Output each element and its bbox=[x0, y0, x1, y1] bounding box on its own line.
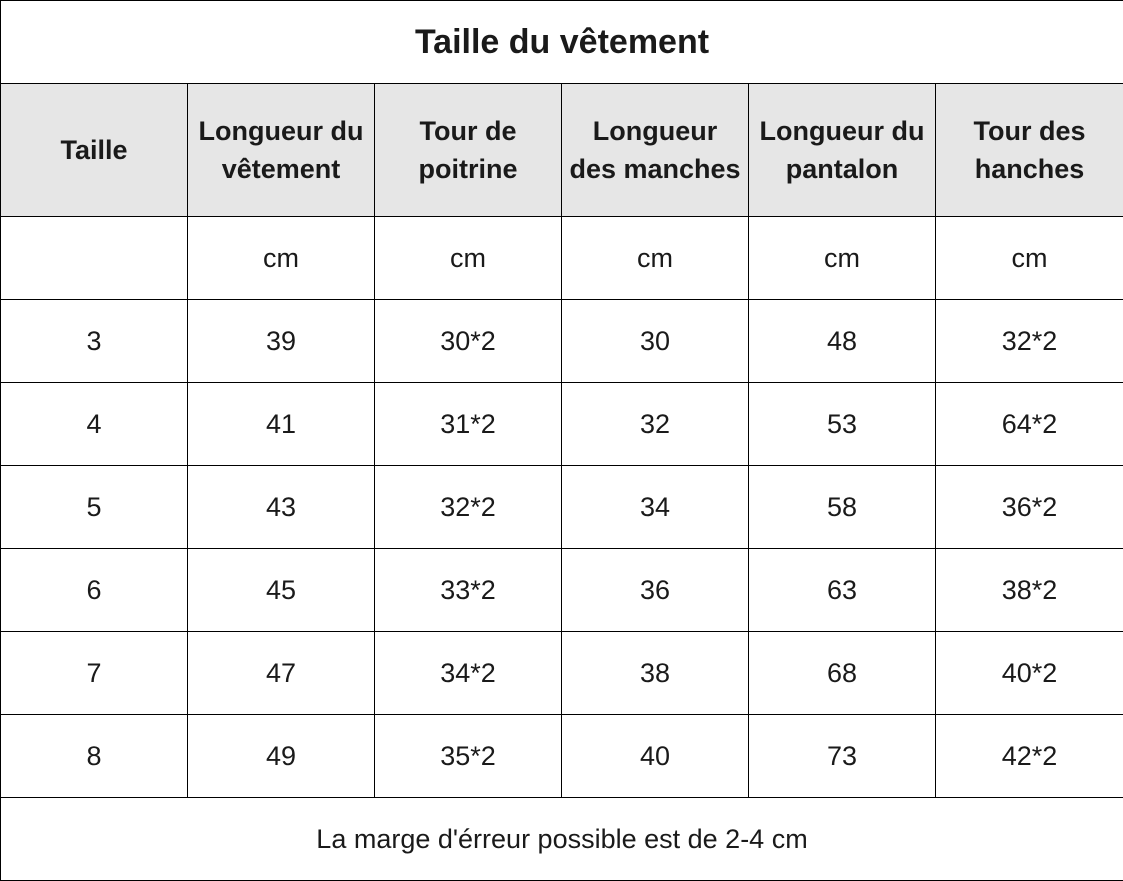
hip-cell: 38*2 bbox=[936, 549, 1123, 632]
unit-cell: cm bbox=[749, 217, 936, 300]
chest-cell: 30*2 bbox=[375, 300, 562, 383]
chest-cell: 35*2 bbox=[375, 715, 562, 798]
size-cell: 3 bbox=[1, 300, 188, 383]
garment-length-cell: 49 bbox=[188, 715, 375, 798]
header-tour-hanches-line1: Tour des bbox=[973, 116, 1086, 146]
header-taille bbox=[1, 84, 188, 217]
sleeve-length-cell: 32 bbox=[562, 383, 749, 466]
unit-cell: cm bbox=[562, 217, 749, 300]
table-row bbox=[1, 549, 1123, 632]
table-row bbox=[1, 466, 1123, 549]
table-row bbox=[1, 632, 1123, 715]
table-title: Taille du vêtement bbox=[1, 1, 1123, 84]
header-tour-poitrine-line1: Tour de bbox=[419, 116, 517, 146]
pants-length-cell: 58 bbox=[749, 466, 936, 549]
pants-length-cell: 73 bbox=[749, 715, 936, 798]
footer-row bbox=[1, 798, 1123, 881]
sleeve-length-cell: 34 bbox=[562, 466, 749, 549]
header-tour-poitrine bbox=[375, 84, 562, 217]
header-longueur-vetement bbox=[188, 84, 375, 217]
garment-length-cell: 45 bbox=[188, 549, 375, 632]
header-longueur-pantalon bbox=[749, 84, 936, 217]
header-tour-poitrine-line2: poitrine bbox=[418, 154, 518, 184]
garment-length-cell: 41 bbox=[188, 383, 375, 466]
garment-length-cell: 39 bbox=[188, 300, 375, 383]
chest-cell: 31*2 bbox=[375, 383, 562, 466]
size-cell: 6 bbox=[1, 549, 188, 632]
unit-cell: cm bbox=[936, 217, 1123, 300]
hip-cell: 36*2 bbox=[936, 466, 1123, 549]
size-cell: 4 bbox=[1, 383, 188, 466]
size-cell: 7 bbox=[1, 632, 188, 715]
error-margin-note: La marge d'érreur possible est de 2-4 cm bbox=[1, 798, 1123, 881]
header-longueur-manches-line2: des manches bbox=[569, 154, 741, 184]
chest-cell: 34*2 bbox=[375, 632, 562, 715]
unit-cell: cm bbox=[375, 217, 562, 300]
pants-length-cell: 53 bbox=[749, 383, 936, 466]
pants-length-cell: 48 bbox=[749, 300, 936, 383]
hip-cell: 32*2 bbox=[936, 300, 1123, 383]
garment-length-cell: 43 bbox=[188, 466, 375, 549]
size-cell: 5 bbox=[1, 466, 188, 549]
unit-cell bbox=[1, 217, 188, 300]
header-tour-hanches-line2: hanches bbox=[974, 154, 1085, 184]
header-row bbox=[1, 84, 1123, 217]
header-longueur-pantalon-line1: Longueur du bbox=[759, 116, 925, 146]
header-longueur-manches bbox=[562, 84, 749, 217]
sleeve-length-cell: 36 bbox=[562, 549, 749, 632]
header-longueur-manches-line1: Longueur bbox=[592, 116, 718, 146]
garment-length-cell: 47 bbox=[188, 632, 375, 715]
header-longueur-vetement-line1: Longueur du bbox=[198, 116, 364, 146]
pants-length-cell: 63 bbox=[749, 549, 936, 632]
header-tour-hanches bbox=[936, 84, 1123, 217]
hip-cell: 42*2 bbox=[936, 715, 1123, 798]
unit-cell: cm bbox=[188, 217, 375, 300]
units-row bbox=[1, 217, 1123, 300]
header-longueur-vetement-line2: vêtement bbox=[221, 154, 341, 184]
sleeve-length-cell: 40 bbox=[562, 715, 749, 798]
hip-cell: 40*2 bbox=[936, 632, 1123, 715]
table-row bbox=[1, 715, 1123, 798]
chest-cell: 33*2 bbox=[375, 549, 562, 632]
sleeve-length-cell: 30 bbox=[562, 300, 749, 383]
header-longueur-pantalon-line2: pantalon bbox=[785, 154, 899, 184]
chest-cell: 32*2 bbox=[375, 466, 562, 549]
table-row bbox=[1, 300, 1123, 383]
header-taille-line1: Taille bbox=[60, 135, 128, 165]
hip-cell: 64*2 bbox=[936, 383, 1123, 466]
sleeve-length-cell: 38 bbox=[562, 632, 749, 715]
size-cell: 8 bbox=[1, 715, 188, 798]
pants-length-cell: 68 bbox=[749, 632, 936, 715]
title-row bbox=[1, 1, 1123, 84]
table-row bbox=[1, 383, 1123, 466]
